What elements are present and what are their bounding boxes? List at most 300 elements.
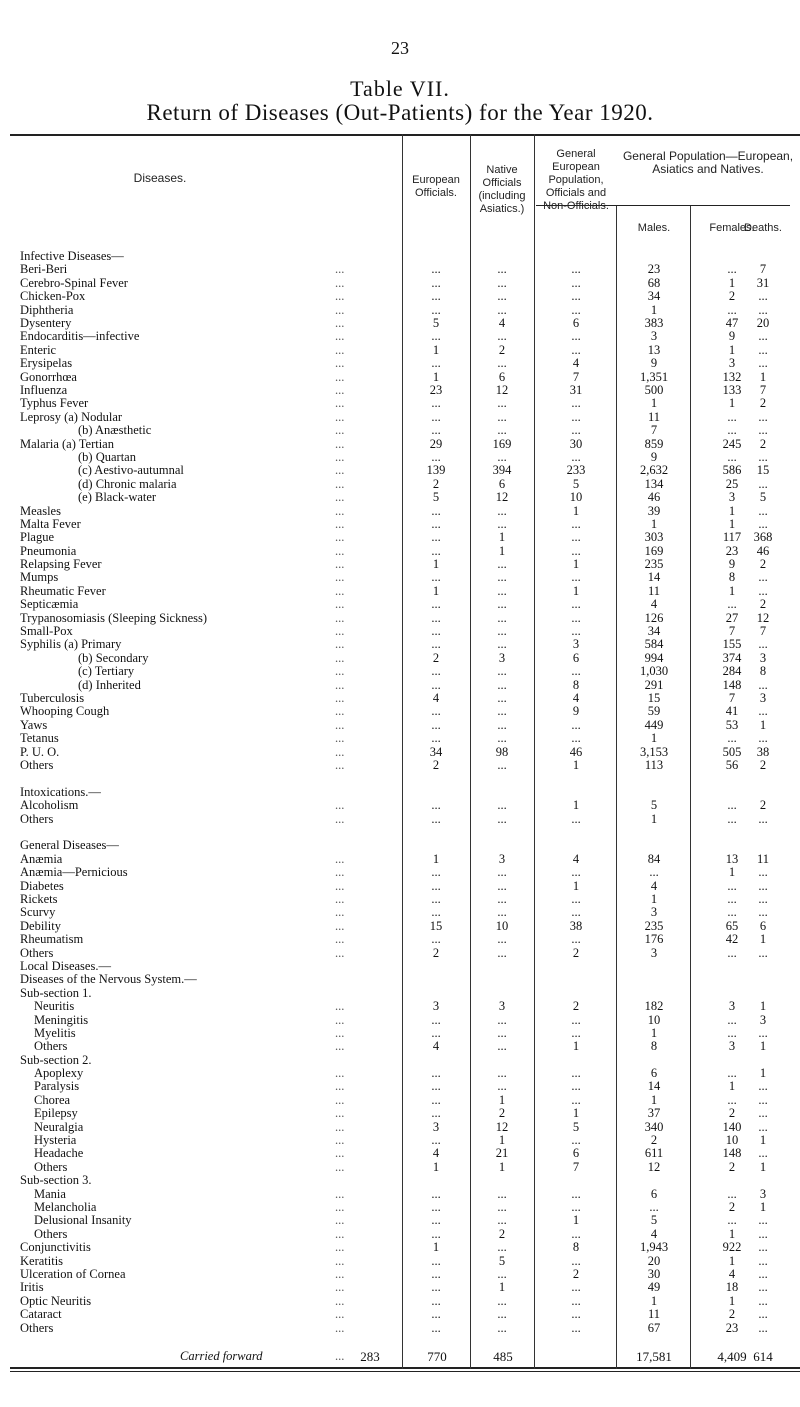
row-dots: ... xyxy=(335,289,345,303)
deaths-cell: ... xyxy=(758,303,768,317)
general-european-cell: ... xyxy=(571,570,581,584)
disease-label: Optic Neuritis xyxy=(20,1294,92,1308)
page-number: 23 xyxy=(391,38,409,58)
males-cell: 15 xyxy=(647,691,661,705)
european-officials-cell: 29 xyxy=(429,437,443,451)
deaths-cell: 7 xyxy=(759,624,767,638)
table-row xyxy=(0,357,800,370)
section-heading: Intoxications.— xyxy=(20,785,101,799)
european-officials-cell: ... xyxy=(431,504,441,518)
males-cell: 584 xyxy=(644,637,664,651)
males-cell: 84 xyxy=(647,852,661,866)
disease-label: (d) Chronic malaria xyxy=(78,477,177,491)
general-european-cell: ... xyxy=(571,423,581,437)
disease-label: Tuberculosis xyxy=(20,691,85,705)
table-row xyxy=(0,692,800,705)
disease-label: Small-Pox xyxy=(20,624,73,638)
table-row xyxy=(0,1322,800,1335)
row-dots: ... xyxy=(335,704,345,718)
header-native-officials: Native Officials (including Asiatics.) xyxy=(478,164,526,215)
disease-label: (b) Quartan xyxy=(78,450,136,464)
females-cell: 27 xyxy=(725,611,739,625)
general-european-cell: ... xyxy=(571,1133,581,1147)
european-officials-cell: 1 xyxy=(432,370,440,384)
row-dots: ... xyxy=(335,1039,345,1053)
section-heading: Sub-section 1. xyxy=(20,986,92,1000)
table-row xyxy=(0,1147,800,1160)
general-european-cell: 3 xyxy=(572,637,580,651)
row-dots: ... xyxy=(335,999,345,1013)
deaths-cell: ... xyxy=(758,477,768,491)
table-row xyxy=(0,571,800,584)
females-cell: 13 xyxy=(725,852,739,866)
males-cell: 340 xyxy=(644,1120,664,1134)
table-bottom-rule-2 xyxy=(10,1371,800,1372)
row-dots: ... xyxy=(335,423,345,437)
native-officials-cell: 6 xyxy=(498,370,506,384)
table-subtitle: Return of Diseases (Out-Patients) for the Year 1920. xyxy=(146,100,654,125)
row-dots: ... xyxy=(335,731,345,745)
deaths-cell: ... xyxy=(758,879,768,893)
disease-label: Yaws xyxy=(20,718,48,732)
females-cell: 155 xyxy=(722,637,742,651)
table-row xyxy=(0,799,800,812)
general-european-cell: ... xyxy=(571,905,581,919)
section-heading: Local Diseases.— xyxy=(20,959,111,973)
males-cell: 14 xyxy=(647,1079,661,1093)
males-cell: 1 xyxy=(650,812,658,826)
section-heading: Sub-section 2. xyxy=(20,1053,92,1067)
females-cell: ... xyxy=(727,1066,737,1080)
general-european-cell: 7 xyxy=(572,1160,580,1174)
females-cell: 132 xyxy=(722,370,742,384)
section-heading-row xyxy=(0,786,800,799)
table-row xyxy=(0,1094,800,1107)
general-european-cell: 7 xyxy=(572,370,580,384)
table-row xyxy=(0,1228,800,1241)
row-dots: ... xyxy=(335,745,345,759)
general-european-cell: 4 xyxy=(572,852,580,866)
disease-label: Apoplexy xyxy=(34,1066,84,1080)
disease-label: (c) Aestivo-autumnal xyxy=(78,463,184,477)
european-officials-cell: 2 xyxy=(432,758,440,772)
european-officials-cell: ... xyxy=(431,1200,441,1214)
row-dots: ... xyxy=(335,370,345,384)
males-cell: 500 xyxy=(644,383,664,397)
row-dots: ... xyxy=(335,530,345,544)
european-officials-cell: ... xyxy=(431,276,441,290)
females-cell: 1 xyxy=(728,865,736,879)
general-european-cell: ... xyxy=(571,343,581,357)
european-officials-cell: 1 xyxy=(432,343,440,357)
males-cell: 383 xyxy=(644,316,664,330)
table-row xyxy=(0,371,800,384)
native-officials-cell: 1 xyxy=(498,530,506,544)
table-row xyxy=(0,1134,800,1147)
disease-label: Iritis xyxy=(20,1280,44,1294)
european-officials-cell: 1 xyxy=(432,557,440,571)
females-cell: ... xyxy=(727,1013,737,1027)
native-officials-cell: 12 xyxy=(495,490,509,504)
general-european-cell: ... xyxy=(571,450,581,464)
males-cell: 3 xyxy=(650,946,658,960)
deaths-cell: 2 xyxy=(759,597,767,611)
row-dots: ... xyxy=(335,343,345,357)
row-dots: ... xyxy=(335,1066,345,1080)
row-dots: ... xyxy=(335,303,345,317)
native-officials-cell: 169 xyxy=(492,437,512,451)
european-officials-cell: ... xyxy=(431,624,441,638)
general-european-cell: 1 xyxy=(572,584,580,598)
european-officials-cell: 1 xyxy=(432,852,440,866)
european-officials-cell: ... xyxy=(431,1079,441,1093)
deaths-cell: 3 xyxy=(759,1187,767,1201)
females-cell: 117 xyxy=(722,530,742,544)
deaths-cell: 5 xyxy=(759,490,767,504)
males-cell: 1 xyxy=(650,892,658,906)
native-officials-cell: 6 xyxy=(498,477,506,491)
females-cell: 1 xyxy=(728,1294,736,1308)
deaths-cell: 1 xyxy=(759,1066,767,1080)
disease-label: Paralysis xyxy=(34,1079,80,1093)
deaths-cell: ... xyxy=(758,450,768,464)
females-cell: 2 xyxy=(728,1106,736,1120)
native-officials-cell: ... xyxy=(497,396,507,410)
females-cell: ... xyxy=(727,946,737,960)
european-officials-cell: ... xyxy=(431,637,441,651)
header-diseases: Diseases. xyxy=(133,171,187,185)
row-dots: ... xyxy=(335,865,345,879)
males-cell: 37 xyxy=(647,1106,661,1120)
deaths-cell: 1 xyxy=(759,718,767,732)
deaths-cell: ... xyxy=(758,865,768,879)
disease-label: Trypanosomiasis (Sleeping Sickness) xyxy=(20,611,208,625)
native-officials-cell: ... xyxy=(497,584,507,598)
european-officials-cell: ... xyxy=(431,1307,441,1321)
females-cell: 1 xyxy=(728,584,736,598)
general-european-cell: ... xyxy=(571,932,581,946)
row-dots: ... xyxy=(335,557,345,571)
general-european-cell: ... xyxy=(571,303,581,317)
general-european-cell: ... xyxy=(571,1307,581,1321)
deaths-cell: 2 xyxy=(759,557,767,571)
males-cell: 1 xyxy=(650,396,658,410)
females-cell: ... xyxy=(727,879,737,893)
disease-label: Alcoholism xyxy=(20,798,79,812)
general-european-cell: ... xyxy=(571,597,581,611)
row-dots: ... xyxy=(335,1079,345,1093)
males-cell: 23 xyxy=(647,262,661,276)
european-officials-cell: ... xyxy=(431,1254,441,1268)
european-officials-cell: ... xyxy=(431,718,441,732)
table-row xyxy=(0,585,800,598)
females-cell: ... xyxy=(727,303,737,317)
females-cell: 1 xyxy=(728,343,736,357)
females-cell: ... xyxy=(727,1213,737,1227)
females-cell: 23 xyxy=(725,1321,739,1335)
deaths-cell: ... xyxy=(758,892,768,906)
native-officials-cell: 21 xyxy=(495,1146,509,1160)
table-row xyxy=(0,1040,800,1053)
row-dots: ... xyxy=(335,1254,345,1268)
header-females: Females. xyxy=(709,222,755,234)
females-cell: 140 xyxy=(722,1120,742,1134)
females-cell: 2 xyxy=(728,1200,736,1214)
row-dots: ... xyxy=(335,1146,345,1160)
females-cell: 47 xyxy=(725,316,739,330)
table-row xyxy=(0,759,800,772)
deaths-cell: ... xyxy=(758,410,768,424)
european-officials-cell: ... xyxy=(431,704,441,718)
row-dots: ... xyxy=(335,1120,345,1134)
row-dots: ... xyxy=(335,1187,345,1201)
disease-label: Plague xyxy=(20,530,55,544)
row-dots: ... xyxy=(335,905,345,919)
disease-label: Conjunctivitis xyxy=(20,1240,91,1254)
section-heading: Sub-section 3. xyxy=(20,1173,92,1187)
disease-label: Headache xyxy=(34,1146,84,1160)
deaths-cell: 3 xyxy=(759,651,767,665)
general-european-cell: ... xyxy=(571,624,581,638)
table-row xyxy=(0,1308,800,1321)
header-general-european: General European Population, Officials and Non-Officials. xyxy=(543,148,609,212)
males-cell: 2 xyxy=(650,1133,658,1147)
european-officials-cell: ... xyxy=(431,731,441,745)
european-officials-cell: ... xyxy=(431,611,441,625)
general-european-cell: ... xyxy=(571,892,581,906)
males-cell: 182 xyxy=(644,999,664,1013)
european-officials-cell: 34 xyxy=(429,745,443,759)
deaths-cell: ... xyxy=(758,1294,768,1308)
deaths-cell: 1 xyxy=(759,1160,767,1174)
disease-label: Ulceration of Cornea xyxy=(20,1267,126,1281)
females-cell: 7 xyxy=(728,691,736,705)
deaths-cell: 31 xyxy=(756,276,770,290)
european-officials-cell: ... xyxy=(431,879,441,893)
males-cell: 67 xyxy=(647,1321,661,1335)
males-cell: 134 xyxy=(644,477,664,491)
females-cell: 42 xyxy=(725,932,739,946)
general-european-cell: 1 xyxy=(572,504,580,518)
males-cell: 1 xyxy=(650,1026,658,1040)
native-officials-cell: ... xyxy=(497,1013,507,1027)
european-officials-cell: 2 xyxy=(432,651,440,665)
deaths-cell: ... xyxy=(758,1254,768,1268)
females-cell: 1 xyxy=(728,1079,736,1093)
general-european-cell: ... xyxy=(571,329,581,343)
females-cell: 1 xyxy=(728,504,736,518)
table-top-rule xyxy=(10,134,800,136)
males-cell: 8 xyxy=(650,1039,658,1053)
males-cell: 11 xyxy=(647,584,661,598)
table-row xyxy=(0,277,800,290)
males-cell: 13 xyxy=(647,343,661,357)
disease-label: (c) Tertiary xyxy=(78,664,135,678)
european-officials-cell: 4 xyxy=(432,1039,440,1053)
males-cell: 4 xyxy=(650,879,658,893)
general-european-cell: 46 xyxy=(569,745,583,759)
native-officials-cell: 5 xyxy=(498,1254,506,1268)
general-european-cell: ... xyxy=(571,718,581,732)
disease-label: Dysentery xyxy=(20,316,72,330)
row-dots: ... xyxy=(335,463,345,477)
table-row xyxy=(0,1268,800,1281)
european-officials-cell: 4 xyxy=(432,691,440,705)
deaths-cell: ... xyxy=(758,905,768,919)
european-officials-cell: 3 xyxy=(432,999,440,1013)
general-european-cell: ... xyxy=(571,611,581,625)
row-dots: ... xyxy=(335,611,345,625)
deaths-cell: ... xyxy=(758,1106,768,1120)
males-cell: 611 xyxy=(644,1146,664,1160)
females-cell: ... xyxy=(727,597,737,611)
females-cell: 2 xyxy=(728,1160,736,1174)
males-cell: 235 xyxy=(644,557,664,571)
native-officials-cell: ... xyxy=(497,664,507,678)
native-officials-cell: ... xyxy=(497,450,507,464)
males-cell: 11 xyxy=(647,410,661,424)
general-european-cell: 10 xyxy=(569,490,583,504)
females-cell: ... xyxy=(727,410,737,424)
disease-label: Chicken-Pox xyxy=(20,289,86,303)
disease-label: (d) Inherited xyxy=(78,678,141,692)
european-officials-cell: ... xyxy=(431,356,441,370)
general-european-cell: ... xyxy=(571,1093,581,1107)
disease-label: Others xyxy=(34,1039,68,1053)
females-cell: 148 xyxy=(722,1146,742,1160)
european-officials-cell: ... xyxy=(431,1227,441,1241)
females-cell: ... xyxy=(727,892,737,906)
european-officials-cell: 1 xyxy=(432,1160,440,1174)
disease-label: Cataract xyxy=(20,1307,62,1321)
disease-label: Hysteria xyxy=(34,1133,77,1147)
males-cell: 1 xyxy=(650,731,658,745)
general-european-cell: ... xyxy=(571,1294,581,1308)
european-officials-cell: ... xyxy=(431,262,441,276)
deaths-cell: ... xyxy=(758,1321,768,1335)
general-european-cell: ... xyxy=(571,1026,581,1040)
deaths-cell: ... xyxy=(758,1213,768,1227)
table-label: Table VII. xyxy=(350,76,450,101)
native-officials-cell: 1 xyxy=(498,1093,506,1107)
native-officials-cell: ... xyxy=(497,1267,507,1281)
general-european-cell: ... xyxy=(571,1200,581,1214)
native-officials-cell: ... xyxy=(497,758,507,772)
general-european-cell: 2 xyxy=(572,1267,580,1281)
males-cell: 9 xyxy=(650,356,658,370)
native-officials-cell: ... xyxy=(497,611,507,625)
section-heading-row xyxy=(0,1054,800,1067)
males-cell: 176 xyxy=(644,932,664,946)
native-officials-cell: 12 xyxy=(495,1120,509,1134)
table-row xyxy=(0,518,800,531)
table-row xyxy=(0,330,800,343)
european-officials-cell: ... xyxy=(431,1213,441,1227)
general-european-cell: ... xyxy=(571,1013,581,1027)
general-european-cell: ... xyxy=(571,517,581,531)
table-row xyxy=(0,933,800,946)
general-european-cell: ... xyxy=(571,812,581,826)
general-european-cell: 6 xyxy=(572,1146,580,1160)
general-european-cell: ... xyxy=(571,1227,581,1241)
native-officials-cell: ... xyxy=(497,423,507,437)
males-cell: 1,030 xyxy=(639,664,669,678)
deaths-cell: ... xyxy=(758,946,768,960)
disease-label: Others xyxy=(20,758,54,772)
row-dots: ... xyxy=(335,1093,345,1107)
table-row xyxy=(0,263,800,276)
table-row xyxy=(0,679,800,692)
table-row xyxy=(0,638,800,651)
table-row xyxy=(0,344,800,357)
deaths-cell: ... xyxy=(758,637,768,651)
deaths-cell: 7 xyxy=(759,262,767,276)
males-cell: 34 xyxy=(647,624,661,638)
disease-label: Others xyxy=(34,1227,68,1241)
table-row xyxy=(0,1014,800,1027)
general-european-cell: 8 xyxy=(572,1240,580,1254)
row-dots: ... xyxy=(335,651,345,665)
section-heading-row xyxy=(0,973,800,986)
row-dots: ... xyxy=(335,664,345,678)
females-cell: 1 xyxy=(728,1227,736,1241)
general-european-cell: ... xyxy=(571,544,581,558)
section-heading-row xyxy=(0,839,800,852)
native-officials-cell: ... xyxy=(497,1213,507,1227)
total-females: 4,409 xyxy=(717,1349,747,1364)
deaths-cell: 3 xyxy=(759,1013,767,1027)
section-heading-row xyxy=(0,1174,800,1187)
table-row xyxy=(0,893,800,906)
table-row xyxy=(0,1027,800,1040)
females-cell: ... xyxy=(727,423,737,437)
table-row xyxy=(0,732,800,745)
males-cell: 4 xyxy=(650,1227,658,1241)
males-cell: 1 xyxy=(650,1294,658,1308)
general-european-cell: 5 xyxy=(572,477,580,491)
general-european-cell: ... xyxy=(571,276,581,290)
general-european-cell: ... xyxy=(571,1066,581,1080)
european-officials-cell: ... xyxy=(431,1187,441,1201)
table-row xyxy=(0,384,800,397)
males-cell: 1,351 xyxy=(639,370,669,384)
males-cell: 994 xyxy=(644,651,664,665)
females-cell: 1 xyxy=(728,1254,736,1268)
carried-forward-label: Carried forward xyxy=(180,1349,263,1363)
deaths-cell: 2 xyxy=(759,437,767,451)
native-officials-cell: ... xyxy=(497,1240,507,1254)
disease-label: Malaria (a) Tertian xyxy=(20,437,114,451)
european-officials-cell: 1 xyxy=(432,1240,440,1254)
row-dots: ... xyxy=(335,437,345,451)
general-european-cell: 30 xyxy=(569,437,583,451)
row-dots: ... xyxy=(335,1013,345,1027)
females-cell: 148 xyxy=(722,678,742,692)
european-officials-cell: ... xyxy=(431,517,441,531)
general-european-cell: 2 xyxy=(572,999,580,1013)
row-dots: ... xyxy=(335,383,345,397)
native-officials-cell: ... xyxy=(497,946,507,960)
disease-label: (e) Black-water xyxy=(78,490,157,504)
deaths-cell: 2 xyxy=(759,798,767,812)
row-dots: ... xyxy=(335,718,345,732)
table-row xyxy=(0,906,800,919)
row-dots: ... xyxy=(335,262,345,276)
disease-label: (b) Secondary xyxy=(78,651,149,665)
native-officials-cell: ... xyxy=(497,1026,507,1040)
european-officials-cell: ... xyxy=(431,798,441,812)
european-officials-cell: 5 xyxy=(432,316,440,330)
